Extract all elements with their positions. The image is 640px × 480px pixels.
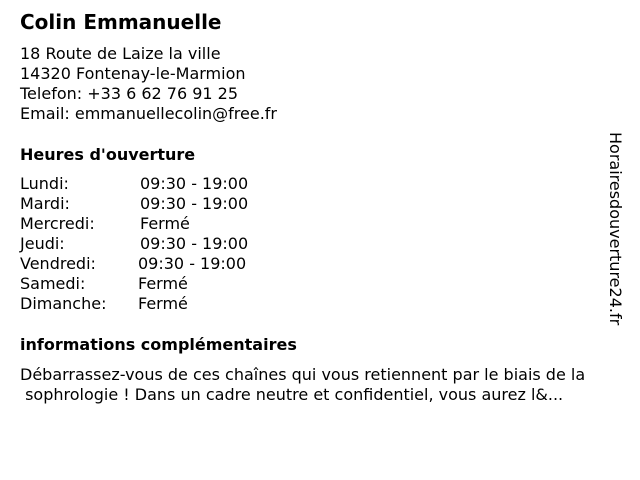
phone-line: Telefon: +33 6 62 76 91 25 [20,84,239,103]
site-watermark: Horairesdouverture24.fr [606,132,625,326]
day-hours: 09:30 - 19:00 [140,194,249,213]
hours-row-saturday [20,274,340,294]
business-name: Colin Emmanuelle [20,10,222,34]
hours-row-friday [20,254,340,274]
day-label: Dimanche: [20,294,107,313]
contact-block [20,44,277,124]
day-hours: 09:30 - 19:00 [140,234,249,253]
hours-row-wednesday [20,214,340,234]
hours-row-monday [20,174,340,194]
day-hours: 09:30 - 19:00 [138,254,247,273]
hours-row-thursday [20,234,340,254]
address-line: 18 Route de Laize la ville [20,44,221,63]
postal-city-line: 14320 Fontenay-le-Marmion [20,64,246,83]
day-label: Mercredi: [20,214,95,233]
day-label: Mardi: [20,194,70,213]
hours-row-tuesday [20,194,340,214]
description-line: sophrologie ! Dans un cadre neutre et confidentiel, vous aurez l&... [20,385,564,404]
day-label: Lundi: [20,174,69,193]
day-label: Samedi: [20,274,86,293]
description-line: Débarrassez-vous de ces chaînes qui vous retiennent par le biais de la [20,365,586,384]
hours-row-sunday [20,294,340,314]
day-label: Vendredi: [20,254,96,273]
email-line: Email: emmanuellecolin@free.fr [20,104,278,123]
day-hours: 09:30 - 19:00 [140,174,249,193]
additional-info-heading: informations complémentaires [20,335,297,354]
opening-hours-list [20,174,340,314]
additional-info-text [20,365,635,405]
day-hours: Fermé [138,294,188,313]
day-hours: Fermé [138,274,188,293]
opening-hours-heading: Heures d'ouverture [20,145,196,164]
day-hours: Fermé [140,214,190,233]
day-label: Jeudi: [20,234,65,253]
